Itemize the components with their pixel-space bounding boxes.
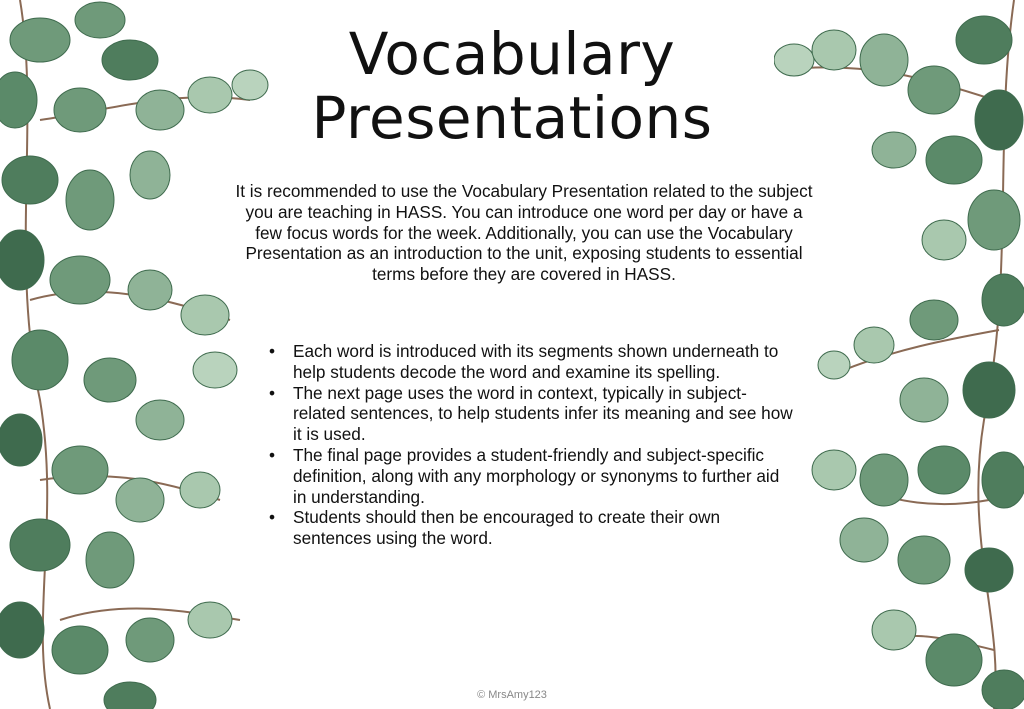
- eucalyptus-left-decoration: [0, 0, 300, 709]
- bullet-list: [266, 341, 796, 549]
- intro-paragraph: It is recommended to use the Vocabulary Presentation related to the subject you are teaching in HASS. You can introduce one word per day or have a few focus words for the week. Additionally, you can use the Vocabulary Presentation as an introduction to the unit, exposing students to essential terms before they are covered in HASS.: [235, 181, 813, 285]
- list-item: • Each word is introduced with its segments shown underneath to help students decode the word and examine its spelling.: [266, 341, 796, 383]
- list-item: • The final page provides a student-friendly and subject-specific definition, along with any morphology or synonyms to further aid in understanding.: [266, 445, 796, 507]
- list-item: • Students should then be encouraged to create their own sentences using the word.: [266, 507, 796, 549]
- page-title-line-1: Vocabulary: [348, 20, 676, 88]
- copyright-footer: © MrsAmy123: [477, 689, 547, 701]
- eucalyptus-right-decoration: [774, 0, 1024, 709]
- page-title: [300, 22, 724, 150]
- page-title-line-2: Presentations: [311, 84, 713, 152]
- list-item: • The next page uses the word in context, typically in subject-related sentences, to help students infer its meaning and see how it is used.: [266, 383, 796, 445]
